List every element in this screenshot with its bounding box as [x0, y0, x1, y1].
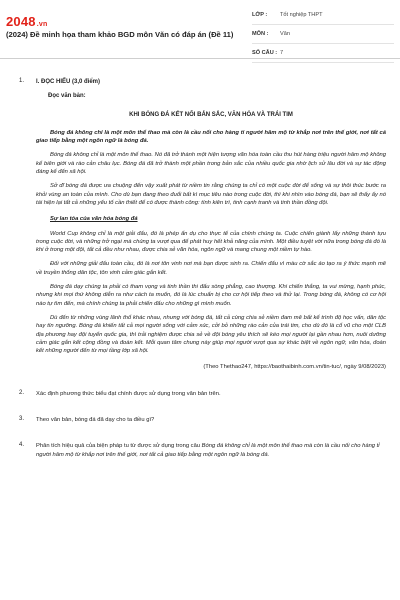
article-paragraph: Đối với những giải đấu toàn cầu, đó là nơi tôn vinh nơi mà bạn được sinh ra. Chiến đấu vì màu cờ sắc áo tạo ra ý thức mạnh mẽ về truyền thống dân tộc, tôn vinh cảm giác gắn kết.: [36, 261, 386, 276]
question-text: Xác định phương thức biểu đạt chính được sử dụng trong văn bản trên.: [36, 390, 221, 397]
logo-text: 2048: [6, 14, 36, 29]
question-text-prefix: Phân tích hiệu quả của biện pháp tu từ được sử dụng trong câu: [36, 443, 202, 450]
question-number: 3.: [18, 416, 24, 423]
article-title: KHI BÓNG ĐÁ KẾT NỐI BẢN SẮC, VĂN HÓA VÀ TRÁI TIM: [129, 111, 293, 118]
page-header: [0, 0, 400, 59]
question-4: [0, 442, 400, 459]
question-number: 1.: [18, 78, 24, 84]
meta-row-subject: [252, 25, 394, 44]
article-lead: Bóng đá không chỉ là một môn thể thao mà còn là cầu nối cho hàng tỉ người hâm mộ từ khắp nơi trên thế giới, nơi tất cả giao tiếp bằng một ngôn ngữ là bóng đá.: [36, 129, 386, 145]
meta-key: SỐ CÂU :: [252, 50, 278, 56]
meta-row-count: [252, 44, 394, 63]
question-text: Theo văn bản, bóng đá đã dạy cho ta điều gì?: [36, 417, 155, 424]
question-1: [0, 78, 400, 372]
article-subheading: Sự lan tỏa của văn hóa bóng đá: [50, 216, 138, 223]
question-3: [0, 416, 400, 424]
meta-value: Văn: [280, 31, 290, 37]
section-heading: I. ĐỌC HIỂU (3,0 điểm): [36, 79, 101, 85]
read-text-label: Đọc văn bản:: [48, 93, 86, 100]
document-title: (2024) Đề minh họa tham khảo BGD môn Văn có đáp án (Đề 11): [6, 30, 234, 39]
meta-key: MÔN :: [252, 31, 269, 37]
article-source: (Theo Thethao247, https://baothaibinh.com.vn/tin-tuc/, ngày 9/08/2023): [203, 364, 386, 371]
meta-value: 7: [280, 50, 284, 56]
meta-row-class: [252, 6, 394, 25]
exam-meta-table: [252, 6, 394, 63]
article-paragraph: Bóng đá dạy chúng ta phải có tham vọng và tinh thần thi đấu sòng phẳng, cao thượng. Khi chiến thắng, ta vui mừng, hạnh phúc, nhưng khi mọi thứ không diễn ra như cách ta muốn, đó là lúc chuẩn bị cho cơ hội tiếp theo và thử lại. Trong bóng đá, không có cơ hội nào tự tìm đến, mà chính chúng ta phải chiến đấu cho những gì mình muốn.: [36, 284, 386, 307]
question-number: 2.: [18, 389, 24, 396]
site-logo[interactable]: [6, 14, 47, 29]
article-paragraph: Sở dĩ bóng đá được ưa chuộng đến vậy xuất phát từ niềm tin rằng chúng ta chỉ có một cuộc đời để sống và sự thôi thúc bước ra khỏi vùng an toàn của mình. Cho dù bạn đang theo đuổi bất kì mục tiêu nào trong cuộc đời, thì khi nhìn vào bóng đá, bạn sẽ thấy ấy nó tái hiện lại tất cả những yếu tố cần thiết để có được thành công: tính kiên trì, tinh cạnh tranh và tinh thần đồng đội.: [36, 183, 386, 206]
article-paragraph: Bóng đá không chỉ là một môn thể thao. Nó đã trở thành một hiện tượng văn hóa toàn cầu thu hút hàng triệu người hâm mộ không kể biên giới và rào cản châu lục. Bóng đá đã trở thành một phần trong bản sắc của nhiều quốc gia nhờ lịch sử lâu đời và sự tác động đáng kể đến xã hội.: [36, 152, 386, 176]
question-text: [36, 442, 386, 459]
meta-key: LỚP :: [252, 12, 268, 18]
question-2: [0, 390, 400, 398]
meta-value: Tốt nghiệp THPT: [280, 12, 323, 18]
exam-body: [0, 66, 400, 459]
question-content: [36, 78, 386, 372]
article-paragraph: Dù đến từ những vùng lãnh thổ khác nhau, nhưng với bóng đá, tất cả cùng chia sẻ niềm đam mê bất kể trình độ học vấn, dân tộc hay tín ngưỡng. Bóng đá khiến tất cả mọi người sống với cảm xúc, cởi bỏ những rào cản của trái tim, cho dù đó là cổ vũ cho một CLB địa phương hay đội tuyển quốc gia, thì trải nghiệm được chia sẻ về đội bóng yêu thích sẽ kéo mọi người lại gần nhau hơn, nuôi dưỡng cảm giác gắn kết cộng đồng và đoàn kết. Mỗi quan tâm chung này giúp mọi người vượt qua sự khác biệt về ngôn ngữ, văn hóa, đoàn kết những người đến từ mọi tầng lớp xã hội.: [36, 314, 386, 355]
article-paragraph: World Cup không chỉ là một giải đấu, đó là phép ẩn dụ cho thực tế của chính chúng ta. Cuộc chiến giành lấy những thành tựu trong cuộc đời, và những trở ngại mà chúng ta vượt qua để phát huy hết khả năng của mình. Một điều tuyệt vời nữa trong bóng đá đó là khi ở trong một đội, tất cả đều như nhau, được chia sẻ văn hóa, ngôn ngữ và mang chung một niềm tự hào.: [36, 230, 386, 254]
question-number: 4.: [18, 442, 24, 449]
quoted-sentence: Bóng đá không chỉ là một môn thể thao mà còn là cầu nối cho hàng tỉ người hâm mộ từ khắp nơi trên thế giới, nơi tất cả giao tiếp bằng một ngôn ngữ là bóng đá.: [36, 443, 380, 458]
logo-suffix: .vn: [36, 21, 48, 28]
